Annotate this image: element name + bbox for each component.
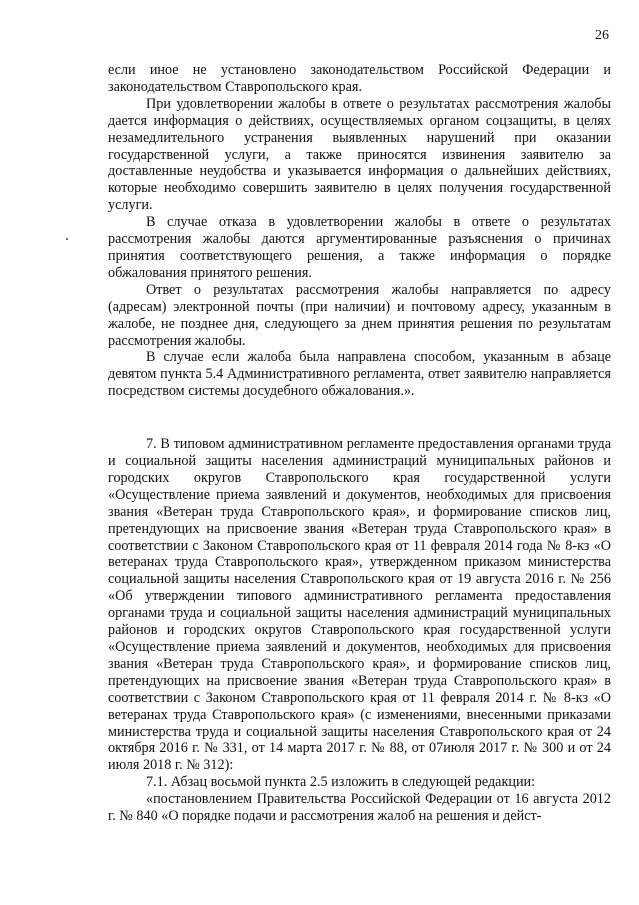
paragraph-complaint-satisfied: При удовлетворении жалобы в ответе о результатах рассмотрения жалобы дается информация о действиях, осуществляемых органом соцзащиты, в целях незамедлительного устранения выявленных нарушений при оказании государственной услуги, а также приносятся извинения заявителю за доставленные неудобства и указывается информация о дальнейших действиях, которые необходимо совершить заявителю в целях получения государственной услуги. bbox=[108, 95, 611, 214]
paragraph-quoted-resolution: «постановлением Правительства Российской Федерации от 16 августа 2012 г. № 840 «О порядке подачи и рассмотрения жалоб на решения и дейст- bbox=[108, 791, 611, 825]
paragraph-complaint-refused: В случае отказа в удовлетворении жалобы в ответе о результатах рассмотрения жалобы даются аргументированные разъяснения о причинах принятия соответствующего решения, а также информация о порядке обжалования принятого решения. bbox=[108, 214, 611, 281]
page-number: 26 bbox=[595, 28, 609, 43]
scan-artifact-dot bbox=[66, 238, 68, 240]
paragraph-item-7-1: 7.1. Абзац восьмой пункта 2.5 изложить в следующей редакции: bbox=[146, 774, 536, 791]
document-body bbox=[108, 62, 611, 825]
paragraph-pretrial-system: В случае если жалоба была направлена способом, указанным в абзаце девятом пункта 5.4 Административного регламента, ответ заявителю направляется посредством системы досудебного обжалования.». bbox=[108, 349, 611, 400]
paragraph-response-delivery: Ответ о результатах рассмотрения жалобы направляется по адресу (адресам) электронной почты (при наличии) и почтовому адресу, указанным в жалобе, не позднее дня, следующего за днем принятия решения по результатам рассмотрения жалобы. bbox=[108, 281, 611, 349]
paragraph-item-7: 7. В типовом административном регламенте предоставления органами труда и социальной защиты населения администраций муниципальных районов и городских округов Ставропольского края государственной услуги «Осуществление приема заявлений и документов, необходимых для присвоения звания «Ветеран труда Ставропольского края», и формирование списков лиц, претендующих на присвоение звания «Ветеран труда Ставропольского края» в соответствии с Законом Ставропольского края от 11 февраля 2014 года № 8-кз «О ветеранах труда Ставропольского края», утвержденном приказом министерства социальной защиты населения Ставропольского края от 19 августа 2016 г. № 256 «Об утверждении типового административного регламента предоставления органами труда и социальной защиты населения администраций муниципальных районов и городских округов Ставропольского края государственной услуги «Осуществление приема заявлений и документов, необходимых для присвоения звания «Ветеран труда Ставропольского края», и формирование списков лиц, претендующих на присвоение звания «Ветеран труда Ставропольского края» в соответствии с Законом Ставропольского края от 11 февраля 2014 г. № 8-кз «О ветеранах труда Ставропольского края» (с изменениями, внесенными приказами министерства труда и социальной защиты населения Ставропольского края от 24 октября 2016 г. № 331, от 14 марта 2017 г. № 88, от 07июля 2017 г. № 300 и от 24 июля 2018 г. № 312): bbox=[108, 436, 611, 774]
paragraph-continuation: если иное не установлено законодательством Российской Федерации и законодательством Ставропольского края. bbox=[108, 62, 611, 95]
section-gap bbox=[108, 400, 611, 436]
